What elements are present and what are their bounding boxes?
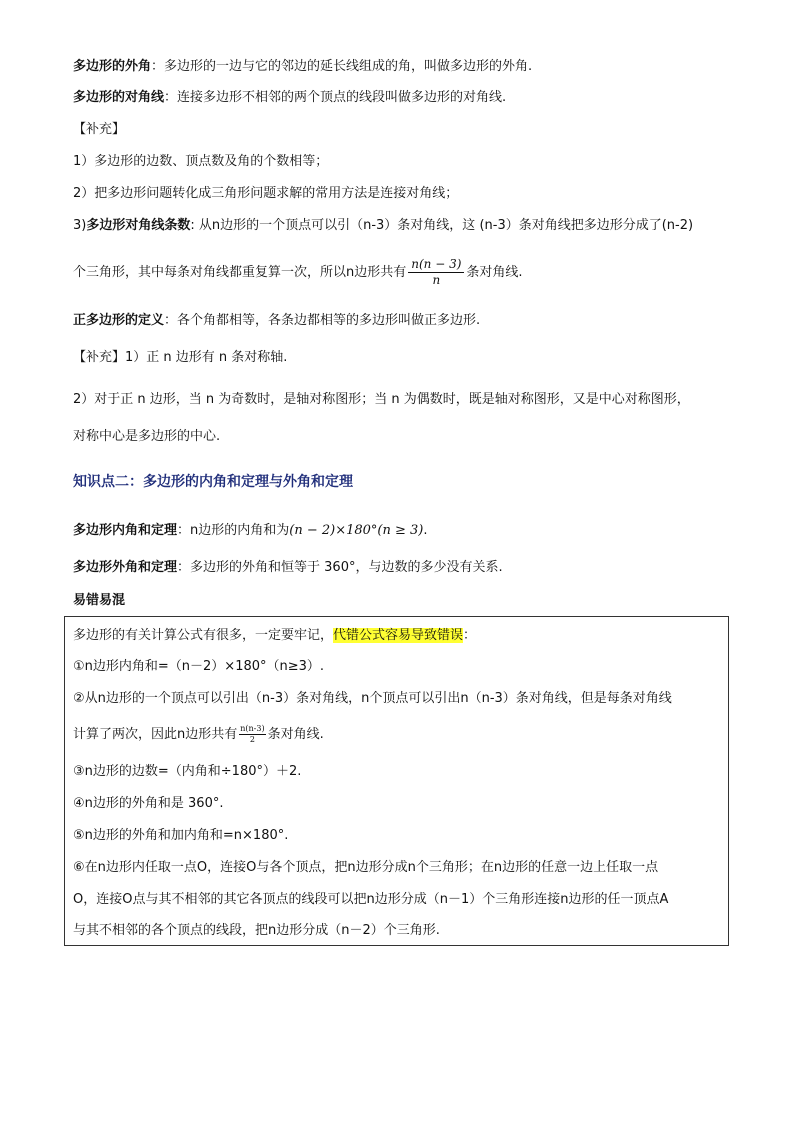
exterior-angle-text: ：多边形的一边与它的邻边的延长线组成的角，叫做多边形的外角. — [151, 59, 533, 74]
term-exterior-angle-theorem: 多边形外角和定理 — [73, 560, 178, 575]
symmetry-text-line-1: 2）对于正 n 边形，当 n 为奇数时，是轴对称图形；当 n 为偶数时，既是轴对称图形，又是中心对称图形， — [73, 392, 690, 407]
interior-angle-text: ：n边形的内角和为 — [177, 523, 290, 538]
box-item-1: ①n边形内角和=（n－2）×180°（n≥3）. — [73, 659, 325, 674]
supplement-label-2: 【补充】 — [73, 350, 126, 365]
box-diagonal-fraction — [239, 724, 265, 745]
diagonal-text: ：连接多边形不相邻的两个顶点的线段叫做多边形的对角线. — [164, 90, 507, 105]
regular-polygon-definition — [73, 311, 734, 331]
box-item-2-line-2 — [73, 720, 720, 750]
term-diagonal-count: 多边形对角线条数 — [86, 218, 191, 233]
supplement-symmetry-axes — [73, 348, 734, 368]
section-title: 知识点二：多边形的内角和定理与外角和定理 — [73, 474, 353, 490]
interior-angle-formula: (n − 2)×180°(n ≥ 3) — [289, 523, 424, 538]
box-item-2-before: 计算了两次，因此n边形共有 — [73, 727, 238, 742]
item-3-text: : 从n边形的一个顶点可以引（n-3）条对角线，这 (n-3）条对角线把多边形分成了(n-2) — [190, 218, 694, 233]
term-interior-angle-theorem: 多边形内角和定理 — [73, 523, 178, 538]
mistakes-box — [64, 616, 729, 946]
diagonal-count-fraction — [408, 257, 464, 288]
term-exterior-angle: 多边形的外角 — [73, 59, 152, 74]
box-intro-before: 多边形的有关计算公式有很多，一定要牢记， — [73, 628, 334, 643]
interior-angle-end: . — [423, 523, 428, 538]
box-item-2-line-1: ②从n边形的一个顶点可以引出（n-3）条对角线，n个顶点可以引出n（n-3）条对角线，但是每条对角线 — [73, 691, 672, 706]
fraction-numerator: n(n − 3) — [408, 257, 464, 273]
supplement-item-3 — [73, 216, 734, 236]
box-item-3: ③n边形的边数=（内角和÷180°）＋2. — [73, 764, 302, 779]
symmetry-text-line-2: 对称中心是多边形的中心. — [73, 429, 221, 444]
item-3b-before: 个三角形，其中每条对角线都重复算一次，所以n边形共有 — [73, 265, 407, 280]
box-item-6-line-1: ⑥在n边形内任取一点O，连接O与各个顶点，把n边形分成n个三角形；在n边形的任意一边上任取一点 — [73, 860, 659, 875]
supplement-item-1: 1）多边形的边数、顶点数及角的个数相等； — [73, 154, 329, 169]
term-diagonal: 多边形的对角线 — [73, 90, 165, 105]
item-3b-after: 条对角线. — [466, 265, 523, 280]
diagonal-count-formula-line — [73, 256, 734, 290]
term-regular-polygon: 正多边形的定义 — [73, 313, 165, 328]
item-3-prefix: 3) — [73, 218, 87, 233]
supplement-label: 【补充】 — [73, 122, 126, 137]
symmetry-axes-text: 1）正 n 边形有 n 条对称轴. — [125, 350, 288, 365]
fraction-denominator: n — [432, 273, 441, 287]
box-fraction-denominator: 2 — [249, 735, 255, 744]
box-item-5: ⑤n边形的外角和加内角和=n×180°. — [73, 828, 289, 843]
mistakes-label: 易错易混 — [73, 593, 126, 608]
box-item-4: ④n边形的外角和是 360°. — [73, 796, 224, 811]
exterior-angle-definition — [73, 57, 734, 77]
supplement-item-2: 2）把多边形问题转化成三角形问题求解的常用方法是连接对角线； — [73, 186, 459, 201]
box-fraction-numerator: n(n-3) — [240, 724, 265, 733]
box-intro-highlight: 代错公式容易导致错误 — [333, 628, 464, 643]
box-item-6-line-3: 与其不相邻的各个顶点的线段，把n边形分成（n－2）个三角形. — [73, 923, 440, 938]
box-intro — [73, 626, 720, 646]
box-item-2-after: 条对角线. — [267, 727, 324, 742]
exterior-angle-theorem-text: ：多边形的外角和恒等于 360°，与边数的多少没有关系. — [177, 560, 503, 575]
diagonal-definition — [73, 88, 734, 108]
box-intro-after: ： — [463, 628, 477, 643]
regular-polygon-text: ：各个角都相等，各条边都相等的多边形叫做正多边形. — [164, 313, 481, 328]
box-item-6-line-2: O，连接O点与其不相邻的其它各顶点的线段可以把n边形分成（n－1）个三角形连接n边形的任一顶点A — [73, 892, 669, 907]
exterior-angle-theorem — [73, 558, 734, 578]
interior-angle-theorem — [73, 521, 734, 541]
